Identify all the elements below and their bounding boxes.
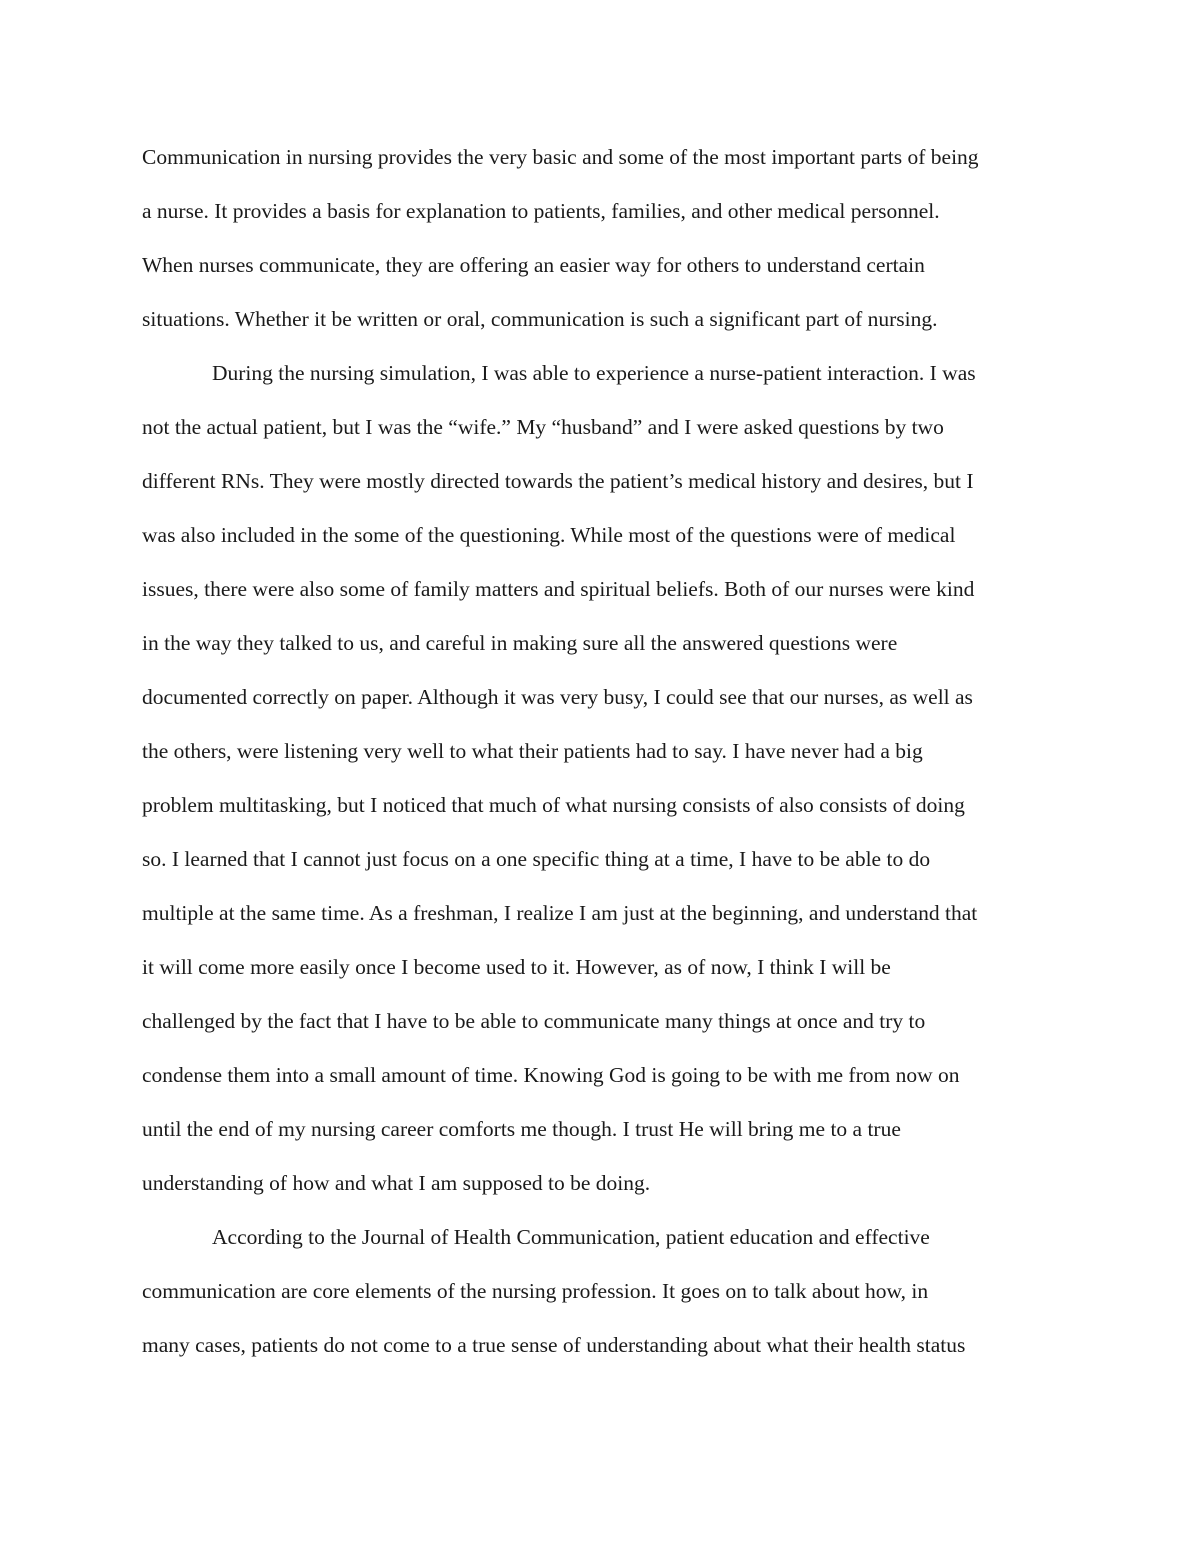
text-line: was also included in the some of the questioning. While most of the questions were of medical [142,523,956,547]
text-line: a nurse. It provides a basis for explanation to patients, families, and other medical personnel. [142,199,940,223]
paragraph-3 [142,1210,1056,1372]
document-body [142,130,1056,1372]
text-line: situations. Whether it be written or oral, communication is such a significant part of nursing. [142,307,938,331]
text-line: communication are core elements of the nursing profession. It goes on to talk about how, in [142,1279,929,1303]
text-line: When nurses communicate, they are offering an easier way for others to understand certain [142,253,925,277]
text-line: documented correctly on paper. Although it was very busy, I could see that our nurses, as well as [142,685,973,709]
text-line: multiple at the same time. As a freshman, I realize I am just at the beginning, and understand that [142,901,978,925]
text-line: issues, there were also some of family matters and spiritual beliefs. Both of our nurses were kind [142,577,975,601]
text-line: not the actual patient, but I was the “wife.” My “husband” and I were asked questions by two [142,415,944,439]
text-line: Communication in nursing provides the very basic and some of the most important parts of being [142,145,979,169]
text-line: condense them into a small amount of time. Knowing God is going to be with me from now on [142,1063,960,1087]
text-line: challenged by the fact that I have to be able to communicate many things at once and try to [142,1009,926,1033]
paragraph-1 [142,130,1056,346]
text-line: in the way they talked to us, and careful in making sure all the answered questions were [142,631,898,655]
text-line: understanding of how and what I am supposed to be doing. [142,1171,651,1195]
text-line: During the nursing simulation, I was able to experience a nurse-patient interaction. I was [212,361,976,385]
text-line: until the end of my nursing career comforts me though. I trust He will bring me to a true [142,1117,901,1141]
text-line: different RNs. They were mostly directed towards the patient’s medical history and desires, but I [142,469,974,493]
text-line: According to the Journal of Health Communication, patient education and effective [212,1225,930,1249]
text-line: many cases, patients do not come to a true sense of understanding about what their health status [142,1333,966,1357]
paragraph-2 [142,346,1056,1210]
text-line: so. I learned that I cannot just focus on a one specific thing at a time, I have to be able to do [142,847,931,871]
text-line: problem multitasking, but I noticed that much of what nursing consists of also consists of doing [142,793,965,817]
text-line: the others, were listening very well to what their patients had to say. I have never had a big [142,739,923,763]
text-line: it will come more easily once I become used to it. However, as of now, I think I will be [142,955,891,979]
